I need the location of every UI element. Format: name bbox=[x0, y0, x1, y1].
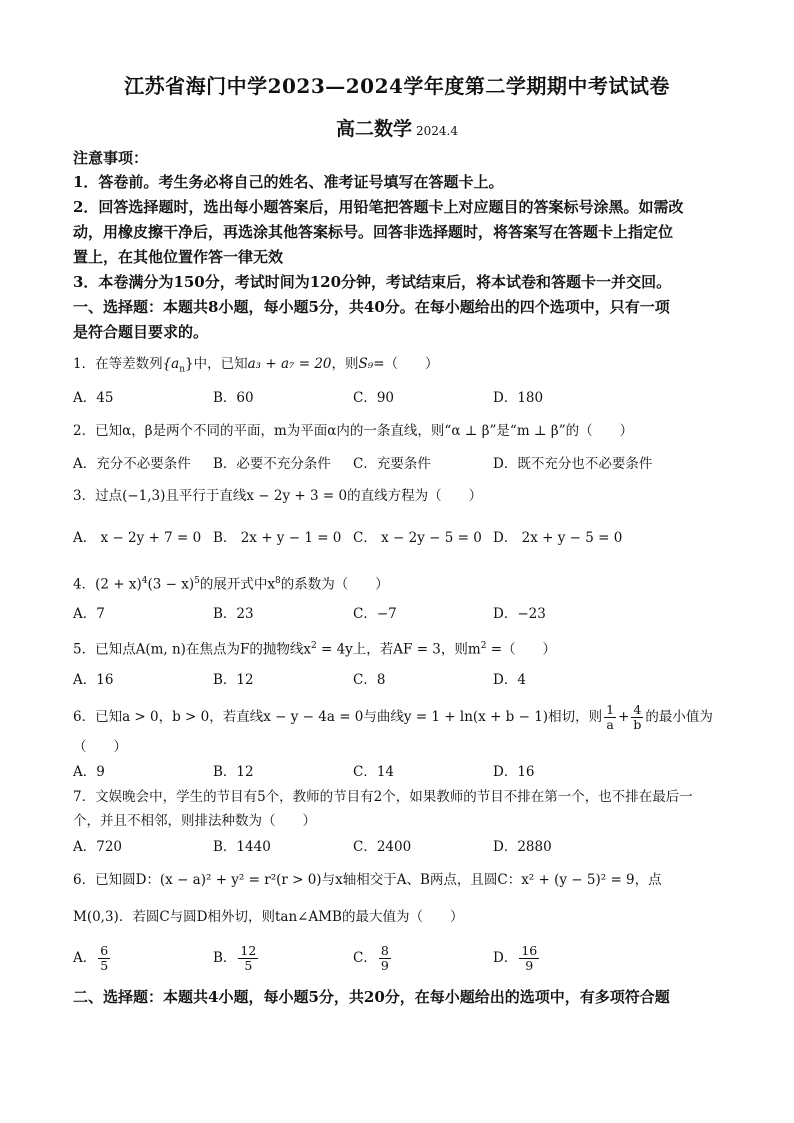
exam-subtitle bbox=[0, 114, 794, 141]
option-a: A．720 bbox=[73, 839, 123, 855]
fraction: $\frac{12}{5}$ bbox=[240, 943, 257, 973]
question-8: 6．已知圆D：(x − a)² + y² = r²(r > 0)与x轴相交于A、B两点，且圆C：x² + (y − 5)² = 9，点 bbox=[73, 872, 662, 888]
fraction: $\frac{4}{b}$ bbox=[633, 702, 642, 732]
option-d: D．180 bbox=[493, 390, 544, 406]
option-a: A． x − 2y + 7 = 0 bbox=[73, 530, 202, 546]
question-5-options bbox=[73, 669, 733, 691]
option-b: B． $\frac{12}{5}$ bbox=[213, 943, 257, 973]
fraction: $\frac{8}{9}$ bbox=[380, 943, 389, 973]
option-c: C． x − 2y − 5 = 0 bbox=[353, 530, 482, 546]
subject-label: 高二数学 bbox=[335, 118, 412, 140]
option-c: C．90 bbox=[353, 390, 395, 406]
option-c: C． $\frac{8}{9}$ bbox=[353, 943, 389, 973]
option-d: D．既不充分也不必要条件 bbox=[493, 456, 653, 472]
exam-date: 2024.4 bbox=[416, 124, 458, 138]
question-8-cont: M(0,3)．若圆C与圆D相外切，则tan∠AMB的最大值为（ ） bbox=[73, 909, 464, 925]
option-d: D． 2x + y − 5 = 0 bbox=[493, 530, 623, 546]
notice-heading: 注意事项： bbox=[73, 149, 149, 167]
option-a: A．充分不必要条件 bbox=[73, 456, 191, 472]
question-1: 1．在等差数列$\{a_n\}$中，已知a₃ + a₇ = 20，则S₉=（ ） bbox=[73, 356, 439, 375]
option-c: C．8 bbox=[353, 672, 386, 688]
section1-heading-cont: 是符合题目要求的。 bbox=[73, 323, 209, 341]
question-6-options bbox=[73, 761, 733, 783]
option-c: C．−7 bbox=[353, 606, 397, 622]
notice-item: 3．本卷满分为150分，考试时间为120分钟，考试结束后，将本试卷和答题卡一并交回。 bbox=[73, 273, 672, 291]
fraction: $\frac{16}{9}$ bbox=[521, 943, 538, 973]
question-3-options bbox=[73, 527, 733, 549]
option-b: B．1440 bbox=[213, 839, 271, 855]
option-a: A．16 bbox=[73, 672, 114, 688]
option-b: B．12 bbox=[213, 672, 254, 688]
question-2-options bbox=[73, 453, 733, 475]
question-3: 3．过点(−1,3)且平行于直线x − 2y + 3 = 0的直线方程为（ ） bbox=[73, 488, 483, 504]
question-4: 4．$(2 + x)^4(3 - x)^5$的展开式中$x^8$的系数为（ ） bbox=[73, 576, 389, 593]
option-c: C．14 bbox=[353, 764, 395, 780]
option-a: A．45 bbox=[73, 390, 114, 406]
question-6-bracket: （ ） bbox=[73, 739, 127, 755]
fraction: $\frac{1}{a}$ bbox=[606, 702, 615, 732]
option-b: B．12 bbox=[213, 764, 254, 780]
option-b: B．23 bbox=[213, 606, 254, 622]
question-7-cont: 个，并且不相邻，则排法种数为（ ） bbox=[73, 813, 316, 829]
notice-item: 动，用橡皮擦干净后，再选涂其他答案标号。回答非选择题时，将答案写在答题卡上指定位 bbox=[73, 223, 674, 241]
option-a: A． $\frac{6}{5}$ bbox=[73, 943, 109, 973]
notice-item: 置上，在其他位置作答一律无效 bbox=[73, 248, 284, 266]
option-a: A．7 bbox=[73, 606, 105, 622]
section2-heading: 二、选择题：本题共4小题，每小题5分，共20分，在每小题给出的选项中，有多项符合题 bbox=[73, 988, 670, 1006]
option-b: B．60 bbox=[213, 390, 254, 406]
question-1-options bbox=[73, 387, 733, 409]
option-b: B． 2x + y − 1 = 0 bbox=[213, 530, 342, 546]
question-6: 6．已知a > 0，b > 0，若直线x − y − 4a = 0与曲线y = 1 + ln(x + b − 1)相切，则 $\frac{1}{a}$ + $\frac{4}{b}$ 的最小值为 bbox=[73, 702, 713, 732]
exam-title: 江苏省海门中学2023—2024学年度第二学期期中考试试卷 bbox=[124, 74, 670, 98]
option-d: D．16 bbox=[493, 764, 535, 780]
option-c: C．2400 bbox=[353, 839, 412, 855]
question-8-options bbox=[73, 944, 733, 984]
option-d: D．−23 bbox=[493, 606, 546, 622]
notice-item: 2．回答选择题时，选出每小题答案后，用铅笔把答题卡上对应题目的答案标号涂黑。如需改 bbox=[73, 198, 684, 216]
fraction: $\frac{6}{5}$ bbox=[100, 943, 109, 973]
question-4-options bbox=[73, 603, 733, 625]
question-5: 5．已知点A(m, n)在焦点为F的抛物线$x^2 = 4y$上，若AF = 3，则$m^2$ =（ ） bbox=[73, 641, 557, 658]
option-a: A．9 bbox=[73, 764, 105, 780]
question-2: 2．已知α，β是两个不同的平面，m为平面α内的一条直线，则“α ⊥ β”是“m ⊥ β”的（ ） bbox=[73, 423, 634, 439]
question-7-options bbox=[73, 836, 733, 858]
option-b: B．必要不充分条件 bbox=[213, 456, 331, 472]
question-7: 7．文娱晚会中，学生的节目有5个，教师的节目有2个，如果教师的节目不排在第一个，也不排在最后一 bbox=[73, 789, 693, 805]
notice-item: 1．答卷前。考生务必将自己的姓名、准考证号填写在答题卡上。 bbox=[73, 173, 504, 191]
option-c: C．充要条件 bbox=[353, 456, 431, 472]
option-d: D．2880 bbox=[493, 839, 552, 855]
option-d: D． $\frac{16}{9}$ bbox=[493, 943, 538, 973]
option-d: D．4 bbox=[493, 672, 526, 688]
section1-heading: 一、选择题：本题共8小题，每小题5分，共40分。在每小题给出的四个选项中，只有一项 bbox=[73, 298, 670, 316]
